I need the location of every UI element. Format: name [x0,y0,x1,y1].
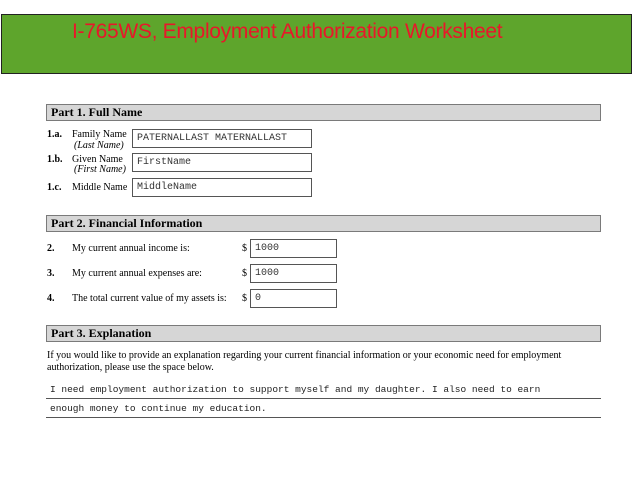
income-currency: $ [242,243,247,254]
explanation-line-1[interactable]: I need employment authorization to support myself and my daughter. I also need to earn [46,381,601,399]
income-number: 2. [47,243,55,254]
assets-field[interactable]: 0 [250,289,337,308]
assets-label: The total current value of my assets is: [72,293,227,304]
part2-heading: Part 2. Financial Information [46,215,601,232]
family-name-field[interactable]: PATERNALLAST MATERNALLAST [132,129,312,148]
income-field[interactable]: 1000 [250,239,337,258]
expenses-label: My current annual expenses are: [72,268,202,279]
assets-currency: $ [242,293,247,304]
given-name-field[interactable]: FirstName [132,153,312,172]
family-name-number: 1.a. [47,129,62,140]
expenses-field[interactable]: 1000 [250,264,337,283]
income-label: My current annual income is: [72,243,190,254]
expenses-number: 3. [47,268,55,279]
middle-name-label: Middle Name [72,182,128,193]
explanation-line-2[interactable]: enough money to continue my education. [46,400,601,418]
part3-heading: Part 3. Explanation [46,325,601,342]
given-name-sublabel: (First Name) [74,164,126,175]
expenses-currency: $ [242,268,247,279]
explanation-instructions: If you would like to provide an explanation regarding your current financial information or your economic need for employment authorization, please use the space below. [47,350,562,373]
family-name-label: Family Name [72,129,127,140]
middle-name-number: 1.c. [47,182,62,193]
family-name-sublabel: (Last Name) [74,140,124,151]
given-name-label: Given Name [72,154,123,165]
given-name-number: 1.b. [47,154,63,165]
page-title: I-765WS, Employment Authorization Worksheet [72,20,503,43]
part1-heading: Part 1. Full Name [46,104,601,121]
assets-number: 4. [47,293,55,304]
middle-name-field[interactable]: MiddleName [132,178,312,197]
